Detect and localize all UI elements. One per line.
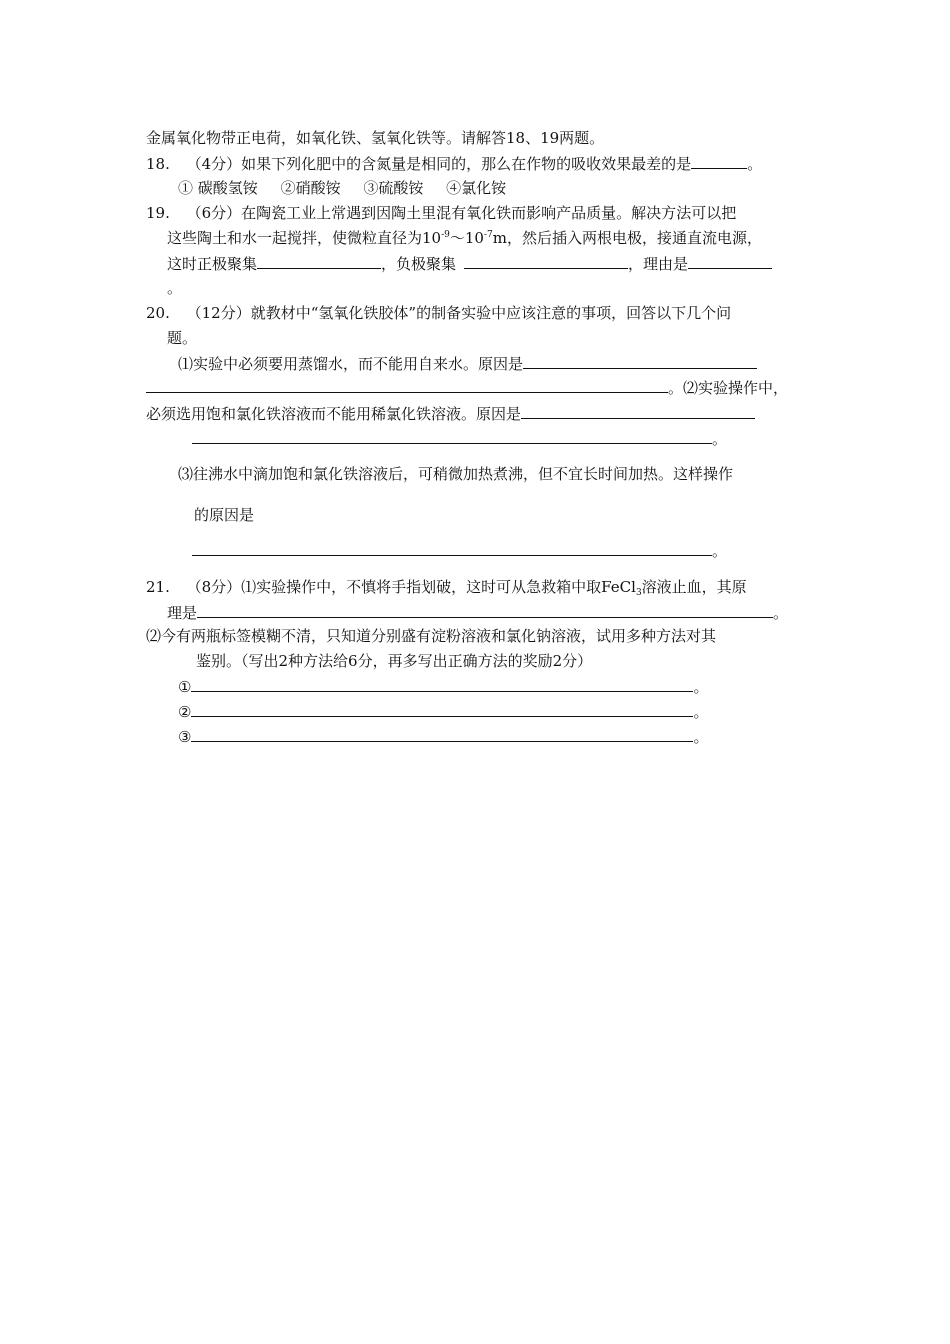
question-20 <box>146 303 731 323</box>
answer-blank[interactable] <box>192 540 712 556</box>
punctuation: 。 <box>747 155 763 173</box>
method-1 <box>178 676 708 697</box>
question-20-part2 <box>146 403 755 424</box>
question-18-options <box>178 178 506 198</box>
question-20-part3: ⑶往沸水中滴加饱和氯化铁溶液后，可稍微加热煮沸，但不宜长时间加热。这样操作 <box>178 465 734 483</box>
question-21-part2: ⑵今有两瓶标签模糊不清，只知道分别盛有淀粉溶液和氯化钠溶液，试用多种方法对其 <box>146 627 717 645</box>
question-19-line3 <box>167 253 772 274</box>
answer-blank-negative[interactable] <box>464 253 628 269</box>
method-3 <box>178 726 708 747</box>
text-segment: 理是 <box>167 604 198 622</box>
answer-blank[interactable] <box>191 726 693 742</box>
punctuation: 。 <box>712 430 728 448</box>
question-text: （6分）在陶瓷工业上常遇到因陶土里混有氧化铁而影响产品质量。解决方法可以把 <box>186 204 737 222</box>
item-marker: ① <box>178 678 192 696</box>
question-text: （4分）如果下列化肥中的含氮量是相同的，那么在作物的吸收效果最差的是 <box>186 155 692 173</box>
answer-blank[interactable] <box>523 353 757 369</box>
question-number: 21. <box>146 578 170 596</box>
answer-blank[interactable] <box>192 428 712 444</box>
question-21-part2-cont: 鉴别。（写出2种方法给6分，再多写出正确方法的奖励2分） <box>196 652 593 670</box>
punctuation: 。 <box>773 604 789 622</box>
text-segment: 溶液止血，其原 <box>641 578 747 596</box>
text-segment: 这时正极聚集 <box>167 255 258 273</box>
question-number: 18. <box>146 155 170 173</box>
punctuation: 。 <box>693 703 709 721</box>
answer-blank[interactable] <box>191 701 693 717</box>
question-19-line2 <box>167 228 762 248</box>
text-segment: ～10 <box>449 229 484 247</box>
text-segment: ⑴实验中必须要用蒸馏水，而不能用自来水。原因是 <box>178 355 524 373</box>
question-20-part1-cont <box>146 377 788 398</box>
option-2: ②硝酸铵 <box>280 179 341 197</box>
punctuation: 。 <box>712 542 728 560</box>
question-number: 19. <box>146 204 170 222</box>
text-segment: ，理由是 <box>628 255 689 273</box>
question-21-line2 <box>167 602 788 623</box>
question-20-part3-cont: 的原因是 <box>194 506 255 524</box>
subscript: 3 <box>635 588 642 598</box>
option-3: ③硫酸铵 <box>363 179 424 197</box>
question-18 <box>146 153 762 174</box>
question-text: （8分）⑴实验操作中，不慎将手指划破，这时可从急救箱中取FeCl <box>186 578 636 596</box>
item-marker: ② <box>178 703 192 721</box>
answer-blank[interactable] <box>521 403 755 419</box>
answer-blank[interactable] <box>691 153 747 169</box>
exponent: -7 <box>483 230 493 240</box>
text-segment: 必须选用饱和氯化铁溶液而不能用稀氯化铁溶液。原因是 <box>146 405 522 423</box>
exponent: -9 <box>441 230 450 240</box>
punctuation: 。 <box>693 728 709 746</box>
question-20-part1 <box>178 353 757 374</box>
answer-blank-positive[interactable] <box>257 253 381 269</box>
text-segment: m，然后插入两根电极，接通直流电源， <box>492 229 762 247</box>
question-19 <box>146 203 736 223</box>
intro-text: 金属氧化物带正电荷，如氧化铁、氢氧化铁等。请解答18、19两题。 <box>146 129 605 147</box>
question-20-part3-answer <box>192 540 727 561</box>
question-20-part2-cont <box>192 428 727 449</box>
punctuation: 。 <box>167 279 183 297</box>
answer-blank-reason[interactable] <box>688 253 772 269</box>
text-segment: 这些陶土和水一起搅拌，使微粒直径为10 <box>167 229 442 247</box>
text-segment: 。⑵实验操作中， <box>668 379 789 397</box>
option-1: ① 碳酸氢铵 <box>178 179 258 197</box>
answer-blank[interactable] <box>191 676 693 692</box>
method-2 <box>178 701 708 722</box>
question-20-line2: 题。 <box>167 329 198 347</box>
item-marker: ③ <box>178 728 192 746</box>
question-21 <box>146 577 747 597</box>
question-text: （12分）就教材中“氢氧化铁胶体”的制备实验中应该注意的事项，回答以下几个问 <box>186 304 732 322</box>
question-number: 20. <box>146 304 170 322</box>
option-4: ④氯化铵 <box>446 179 507 197</box>
answer-blank[interactable] <box>197 602 773 618</box>
answer-blank[interactable] <box>146 377 668 393</box>
text-segment: ，负极聚集 <box>381 255 457 273</box>
punctuation: 。 <box>693 678 709 696</box>
